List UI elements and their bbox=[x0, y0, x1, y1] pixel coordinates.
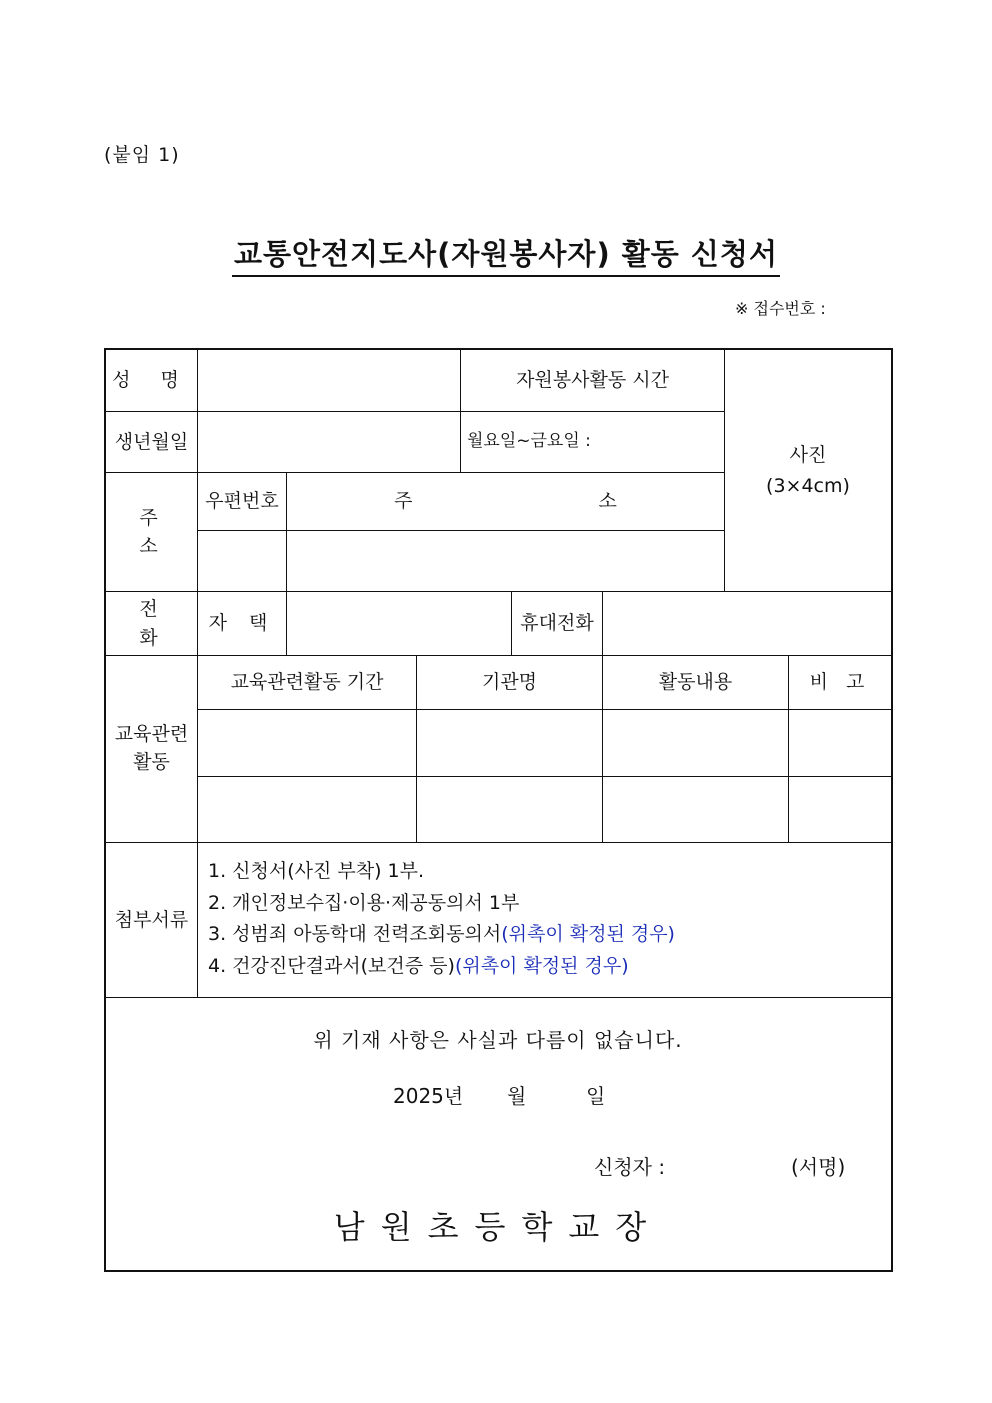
postcode-field[interactable] bbox=[198, 531, 286, 591]
document-title bbox=[0, 232, 992, 273]
photo-size-label: (3×4cm) bbox=[766, 474, 850, 497]
edu-col-content: 활동내용 bbox=[658, 671, 733, 694]
date-month[interactable]: 월 bbox=[507, 1084, 527, 1108]
receipt-number-label: ※ 접수번호 : bbox=[735, 299, 826, 318]
attachment-item: 3. 성범죄 아동학대 전력조회동의서(위촉이 확정된 경우) bbox=[208, 923, 675, 945]
signature-label[interactable]: (서명) bbox=[791, 1155, 846, 1179]
edu-row2-content[interactable] bbox=[603, 777, 788, 842]
address-header: 주 소 bbox=[394, 490, 707, 513]
edu-row1-institution[interactable] bbox=[417, 710, 602, 776]
school-principal: 남원초등학교장 bbox=[333, 1208, 663, 1246]
edu-row1-period[interactable] bbox=[198, 710, 416, 776]
home-phone-field[interactable] bbox=[287, 592, 511, 655]
phone-label: 전 화 bbox=[139, 598, 184, 649]
applicant-label: 신청자 : bbox=[594, 1155, 666, 1179]
edu-row2-institution[interactable] bbox=[417, 777, 602, 842]
weekday-time-field[interactable]: 월요일~금요일 : bbox=[467, 431, 591, 452]
birth-label: 생년월일 bbox=[114, 430, 189, 453]
attachments-list bbox=[208, 856, 675, 982]
home-phone-label: 자 택 bbox=[208, 612, 276, 635]
date-day[interactable]: 일 bbox=[586, 1084, 606, 1108]
edu-row1-remarks[interactable] bbox=[789, 710, 891, 776]
declaration-statement: 위 기재 사항은 사실과 다름이 없습니다. bbox=[313, 1028, 683, 1052]
applicant-name-field[interactable] bbox=[680, 1146, 780, 1178]
edu-row2-remarks[interactable] bbox=[789, 777, 891, 842]
address-label: 주 소 bbox=[139, 506, 184, 557]
date-year: 2025년 bbox=[393, 1084, 464, 1108]
edu-col-institution: 기관명 bbox=[481, 671, 538, 694]
photo-box[interactable] bbox=[725, 350, 891, 591]
education-label-line1: 교육관련 bbox=[114, 723, 189, 746]
name-label: 성 명 bbox=[112, 369, 191, 392]
attachment-item: 2. 개인정보수집·이용·제공동의서 1부 bbox=[208, 891, 520, 914]
address-field[interactable] bbox=[287, 531, 724, 591]
document-title-text: 교통안전지도사(자원봉사자) 활동 신청서 bbox=[232, 237, 780, 277]
attachment-label: (붙임 1) bbox=[104, 144, 180, 166]
edu-col-period: 교육관련활동 기간 bbox=[230, 671, 384, 694]
photo-label: 사진 bbox=[789, 444, 827, 467]
mobile-phone-field[interactable] bbox=[603, 592, 891, 655]
attachment-item: 1. 신청서(사진 부착) 1부. bbox=[208, 860, 425, 882]
edu-col-remarks: 비 고 bbox=[809, 671, 871, 694]
edu-row1-content[interactable] bbox=[603, 710, 788, 776]
education-activity-label bbox=[106, 656, 197, 842]
edu-row2-period[interactable] bbox=[198, 777, 416, 842]
education-label-line2: 활동 bbox=[133, 751, 170, 773]
attachment-item: 4. 건강진단결과서(보건증 등)(위촉이 확정된 경우) bbox=[208, 954, 629, 977]
birth-field[interactable] bbox=[198, 412, 460, 472]
name-field[interactable] bbox=[198, 350, 460, 411]
postcode-label: 우편번호 bbox=[205, 490, 279, 513]
mobile-phone-label: 휴대전화 bbox=[520, 612, 594, 635]
attachments-label: 첨부서류 bbox=[114, 908, 189, 931]
volunteer-time-label: 자원봉사활동 시간 bbox=[516, 369, 669, 392]
